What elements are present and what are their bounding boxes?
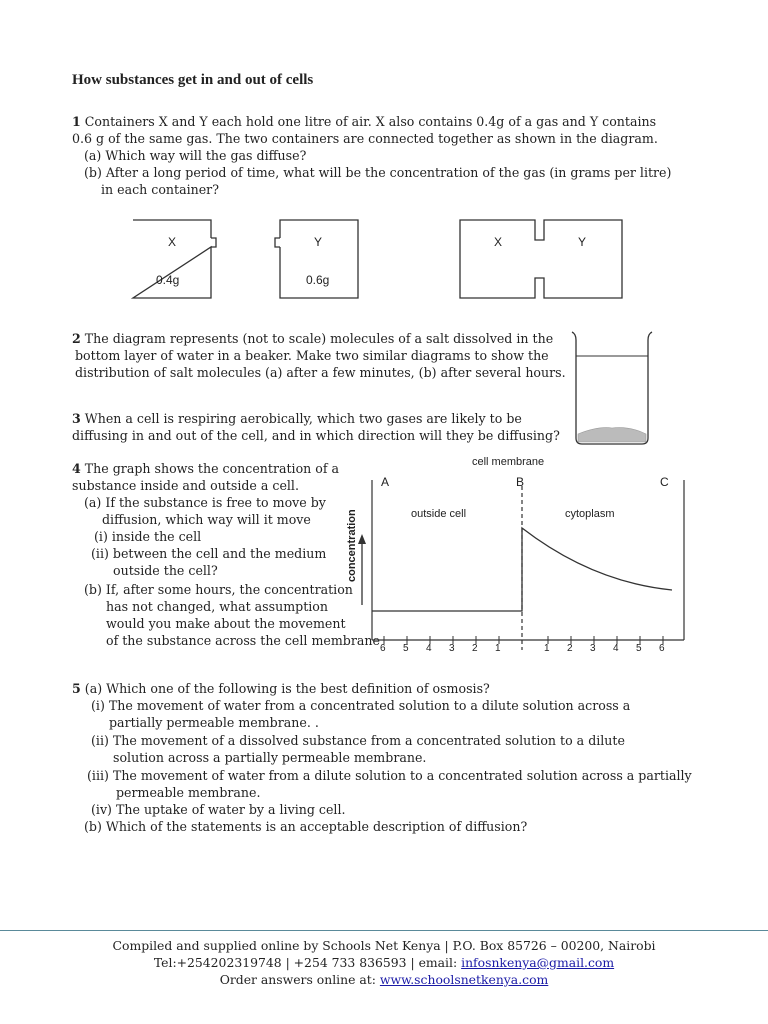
container-x-label: X — [168, 235, 177, 249]
tick-right-1-label: 1 — [544, 643, 550, 654]
cytoplasm-label: cytoplasm — [565, 508, 615, 520]
q4-part-a-i: (i) inside the cell — [94, 529, 202, 544]
container-y-spout — [275, 238, 280, 247]
tick-left-1-label: 1 — [495, 643, 501, 654]
q4-text-2: substance inside and outside a cell. — [72, 478, 299, 493]
q1-text-2: 0.6 g of the same gas. The two containers are connected together as shown in the diagram. — [72, 131, 658, 146]
tick-right-2-label: 2 — [567, 643, 573, 654]
q5-line-1 — [72, 680, 490, 697]
q4-part-b-2: has not changed, what assumption — [106, 599, 329, 614]
q2-text-2: bottom layer of water in a beaker. Make two similar diagrams to show the — [75, 348, 549, 363]
containers-diagram — [120, 210, 640, 310]
page-title: How substances get in and out of cells — [72, 72, 314, 88]
tick-left-2-label: 2 — [472, 643, 478, 654]
y-axis-arrowhead — [358, 534, 366, 544]
beaker-outline — [572, 332, 652, 444]
q4-part-b-4: of the substance across the cell membrane — [106, 633, 380, 648]
q1-line-1 — [72, 113, 656, 130]
q5-part-a: (a) Which one of the following is the best definition of osmosis? — [84, 681, 490, 696]
q2-text-1: The diagram represents (not to scale) molecules of a salt dissolved in the — [84, 331, 554, 346]
tick-right-5-label: 5 — [636, 643, 642, 654]
tick-left-5-label: 5 — [403, 643, 409, 654]
q3-line-1 — [72, 410, 522, 427]
q1-part-a: (a) Which way will the gas diffuse? — [84, 148, 307, 163]
q3-number: 3 — [72, 411, 81, 426]
q5-option-i-2: partially permeable membrane. . — [109, 715, 319, 730]
q2-text-3: distribution of salt molecules (a) after a few minutes, (b) after several hours. — [75, 365, 566, 380]
q5-option-iv: (iv) The uptake of water by a living cell. — [91, 802, 346, 817]
point-c-label: C — [660, 475, 669, 489]
q5-option-iii-1: (iii) The movement of water from a dilute solution to a concentrated solution across a partially — [87, 768, 692, 783]
q5-option-iii-2: permeable membrane. — [116, 785, 261, 800]
joined-y-label: Y — [578, 235, 587, 249]
footer — [0, 937, 768, 988]
container-x-value: 0.4g — [156, 273, 180, 287]
footer-divider — [0, 930, 768, 931]
footer-email-link[interactable]: infosnkenya@gmail.com — [461, 955, 615, 970]
tick-right-4-label: 4 — [613, 643, 619, 654]
q5-option-i-1: (i) The movement of water from a concentrated solution to a dilute solution across a — [91, 698, 631, 713]
salt-molecules — [578, 428, 646, 442]
tick-left-6-label: 6 — [380, 643, 386, 654]
q4-part-b-3: would you make about the movement — [106, 616, 346, 631]
q5-option-ii-1: (ii) The movement of a dissolved substance from a concentrated solution to a dilute — [91, 733, 625, 748]
q1-part-b-1: (b) After a long period of time, what will be the concentration of the gas (in grams per litre) — [84, 165, 672, 180]
q4-part-b-1: (b) If, after some hours, the concentration — [84, 582, 353, 597]
joined-containers — [460, 220, 622, 298]
footer-line-2 — [0, 954, 768, 971]
concentration-line — [372, 528, 672, 611]
q5-number: 5 — [72, 681, 81, 696]
y-axis-label: concentration — [346, 509, 358, 582]
x-axis-ticks — [380, 636, 665, 654]
q4-part-a-ii-2: outside the cell? — [113, 563, 218, 578]
tick-left-3-label: 3 — [449, 643, 455, 654]
footer-line-1: Compiled and supplied online by Schools Net Kenya | P.O. Box 85726 – 00200, Nairobi — [112, 938, 656, 953]
footer-line-3 — [0, 971, 768, 988]
beaker-diagram — [568, 330, 658, 450]
q4-line-1 — [72, 460, 339, 477]
q2-line-1 — [72, 330, 553, 347]
tick-right-6-label: 6 — [659, 643, 665, 654]
q4-part-a-ii: (ii) between the cell and the medium — [91, 546, 327, 561]
outside-cell-label: outside cell — [411, 508, 467, 520]
joined-x-label: X — [494, 235, 503, 249]
q2-number: 2 — [72, 331, 81, 346]
q5-option-ii-2: solution across a partially permeable membrane. — [113, 750, 427, 765]
q5-part-b: (b) Which of the statements is an acceptable description of diffusion? — [84, 819, 528, 834]
concentration-graph — [340, 450, 690, 660]
q1-part-b-2: in each container? — [101, 182, 219, 197]
membrane-label: cell membrane — [472, 456, 545, 468]
q3-text-2: diffusing in and out of the cell, and in which direction will they be diffusing? — [72, 428, 560, 443]
tick-right-3-label: 3 — [590, 643, 596, 654]
container-y-label: Y — [314, 235, 323, 249]
q1-number: 1 — [72, 114, 81, 129]
q1-text-1: Containers X and Y each hold one litre of air. X also contains 0.4g of a gas and Y contains — [84, 114, 657, 129]
point-a-label: A — [381, 475, 390, 489]
q4-number: 4 — [72, 461, 81, 476]
q4-part-a-1: (a) If the substance is free to move by — [84, 495, 326, 510]
q4-text-1: The graph shows the concentration of a — [84, 461, 340, 476]
footer-phone: Tel:+254202319748 | +254 733 836593 | email: — [153, 955, 462, 970]
tick-left-4-label: 4 — [426, 643, 432, 654]
q3-text-1: When a cell is respiring aerobically, which two gases are likely to be — [84, 411, 522, 426]
footer-order-text: Order answers online at: — [219, 972, 380, 987]
container-y-value: 0.6g — [306, 273, 330, 287]
footer-website-link[interactable]: www.schoolsnetkenya.com — [379, 972, 549, 987]
point-b-label: B — [516, 475, 525, 489]
container-x-spout — [211, 238, 216, 247]
q4-part-a-2: diffusion, which way will it move — [102, 512, 311, 527]
